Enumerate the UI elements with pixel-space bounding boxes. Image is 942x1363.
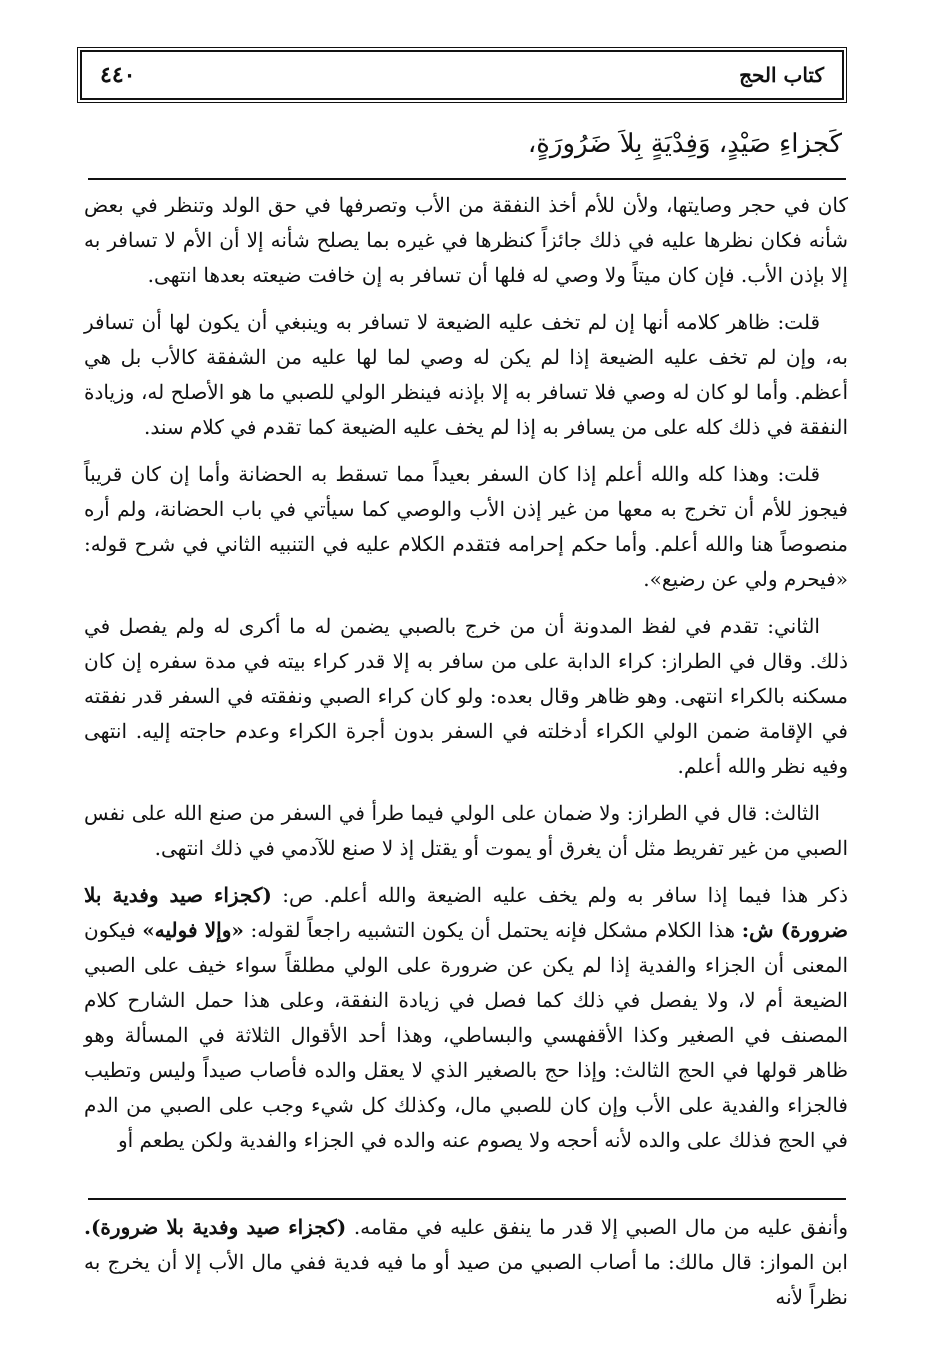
paragraph-6-text-a: ذكر هذا فيما إذا سافر به ولم يخف عليه الضيعة والله أعلم. ص: [282, 883, 849, 907]
paragraph-6 [84, 878, 848, 1158]
top-divider [88, 178, 846, 180]
running-header [80, 50, 844, 100]
footnote-divider [88, 1198, 846, 1200]
paragraph-1: كان في حجر وصايتها، ولأن للأم أخذ النفقة من الأب وتصرفها في حق الولد وتنظر في بعض شأنه فكان نظرها عليه في ذلك جائزاً كنظرها في غيره بما يصلح شأنه إلا أن الأم لا تسافر به إلا بإذن الأب. فإن كان ميتاً ولا وصي له فلها أن تسافر به إن خافت ضيعته بعدها انتهى. [84, 193, 848, 287]
paragraph-6-bold-a: (كجزاء صيد وفدية بلا ضرورة) ش: [84, 883, 849, 942]
paragraph-3: قلت: وهذا كله والله أعلم إذا كان السفر بعيداً مما تسقط به الحضانة وأما إن كان قريباً فيجوز للأم أن تخرج به معها من غير إذن الأب والوصي كما سيأتي في باب الحضانة، ولم أره منصوصاً هنا والله أعلم. وأما حكم إحرامه فتقدم الكلام عليه في التنبيه الثاني في شرح قوله: «فيحرم ولي عن رضيع». [84, 462, 848, 591]
footnote-bold: (كجزاء صيد وفدية بلا ضرورة). [84, 1215, 347, 1239]
footnote-text-a: وأنفق عليه من مال الصبي إلا قدر ما ينفق عليه في مقامه. [353, 1215, 848, 1239]
footnote-section [84, 1210, 848, 1315]
paragraph-6-bold-b: «وإلا فوليه» [142, 918, 244, 942]
footnote-paragraph [84, 1210, 848, 1315]
paragraph-6-text-c: فيكون المعنى أن الجزاء والفدية إذا لم يكن عن ضرورة على الولي مطلقاً سواء خيف على الصبي الضيعة أم لا، ولا يفصل في ذلك كما فصل في زيادة النفقة، وعلى هذا حمل الشارح كلام المصنف في الصغير وكذا الأقفهسي والبساطي، وهذا أحد الأقوال الثلاثة في المسألة وهو ظاهر قولها في الحج الثالث: وإذا حج بالصغير الذي لا يعقل والده فأصاب صيداً وليس وتطيب فالجزاء والفدية على الأب وإن كان للصبي مال، وكذلك كل شيء وجب على الصبي من الدم في الحج فذلك على والده لأنه أحجه ولا يصوم عنه والده في الجزاء والفدية ولكن يطعم أو [84, 918, 848, 1152]
page-number: ٤٤٠ [100, 62, 136, 88]
paragraph-6-text-b: هذا الكلام مشكل فإنه يحتمل أن يكون التشبيه راجعاً لقوله: [250, 918, 736, 942]
paragraph-5: الثالث: قال في الطراز: ولا ضمان على الولي فيما طرأ في السفر من صنع الله على نفس الصبي من غير تفريط مثل أن يغرق أو يموت أو يقتل إذ لا صنع للآدمي في ذلك انتهى. [84, 801, 848, 860]
header-title: كتاب الحج [739, 63, 824, 87]
matn-verse: كَجزاءِ صَيْدٍ، وَفِدْيَةٍ بِلاَ ضَرُورَةٍ، [527, 129, 842, 159]
paragraph-2: قلت: ظاهر كلامه أنها إن لم تخف عليه الضيعة لا تسافر به وينبغي أن يكون لها أن تسافر به، وإن لم تخف عليه الضيعة إذا لم يكن له وصي لما لها عليه من الشفقة كالأب بل هي أعظم. وأما لو كان له وصي فلا تسافر به إلا بإذنه فينظر الولي للصبي ما هو الأصلح له، وزيادة النفقة في ذلك كله على من يسافر به إذا لم يخف عليه الضيعة كما تقدم في كلام سند. [84, 310, 848, 439]
footnote-text-b: ابن المواز: قال مالك: ما أصاب الصبي من صيد أو ما فيه فدية ففي مال الأب إلا أن يخرج به نظراً لأنه [84, 1250, 848, 1309]
main-commentary [84, 188, 848, 1170]
paragraph-4: الثاني: تقدم في لفظ المدونة أن من خرج بالصبي يضمن له ما أكرى له ولم يفصل في ذلك. وقال في الطراز: كراء الدابة على من سافر به إلا قدر كراء بيته في مدة سفره إن كان مسكنه بالكراء انتهى. وهو ظاهر وقال بعده: ولو كان كراء الصبي ونفقته في السفر قدر نفقته في الإقامة ضمن الولي الكراء أدخلته في السفر بدون أجرة الكراء وعدم حاجته إليه. انتهى وفيه نظر والله أعلم. [84, 614, 848, 778]
